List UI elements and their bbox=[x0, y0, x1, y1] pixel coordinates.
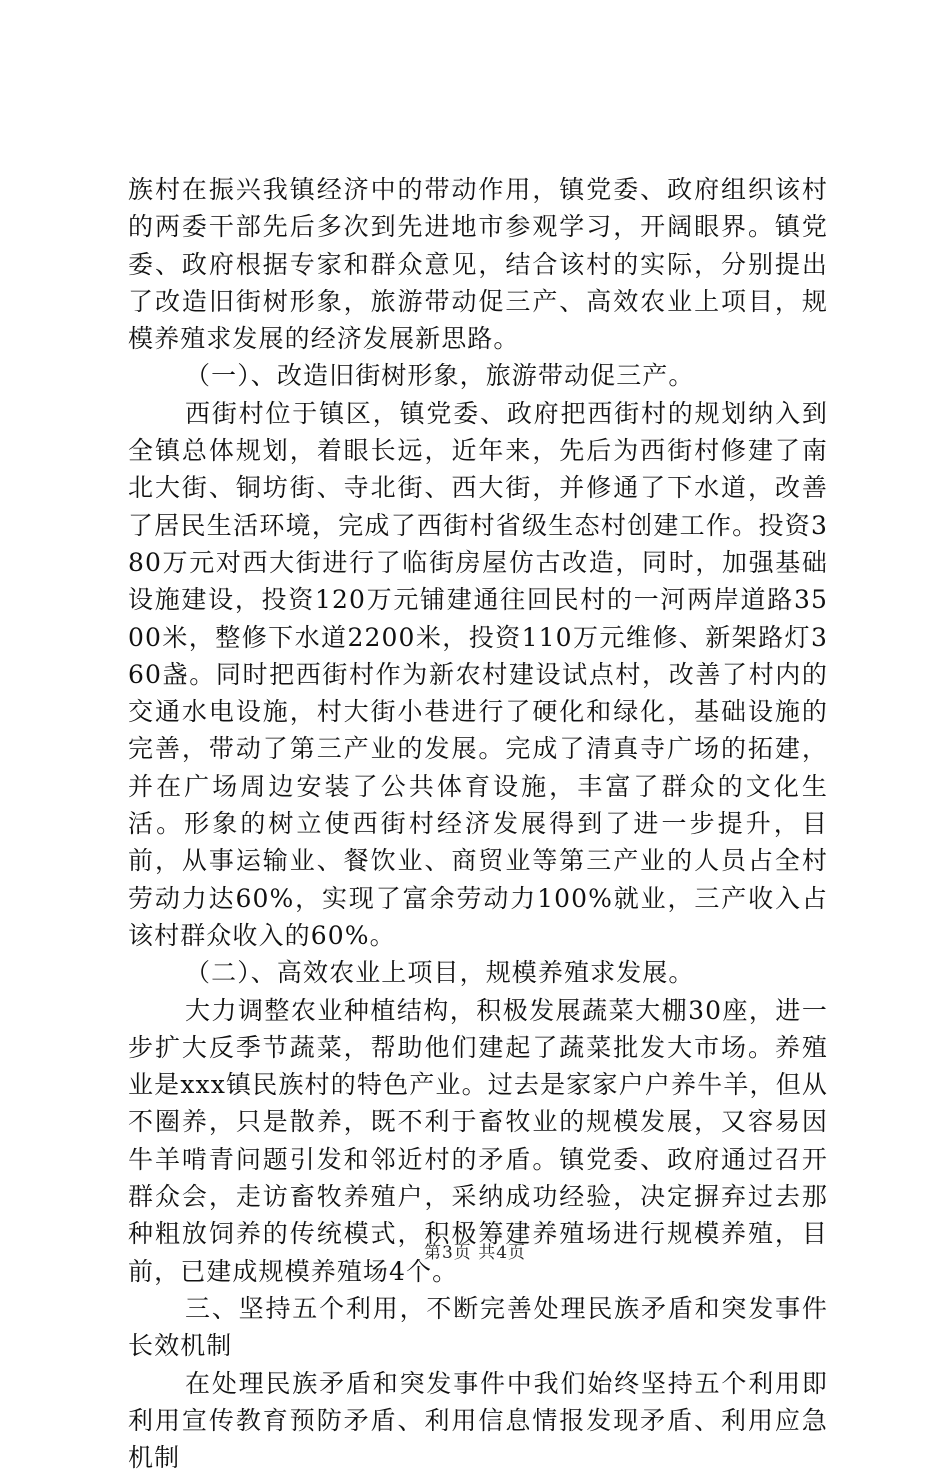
section-heading-3: 三、坚持五个利用，不断完善处理民族矛盾和突发事件长效机制 bbox=[128, 1290, 828, 1365]
paragraph-4: 在处理民族矛盾和突发事件中我们始终坚持五个利用即利用宣传教育预防矛盾、利用信息情报发现矛盾、利用应急机制 bbox=[128, 1365, 828, 1476]
paragraph-3: 大力调整农业种植结构，积极发展蔬菜大棚30座，进一步扩大反季节蔬菜，帮助他们建起了蔬菜批发大市场。养殖业是xxx镇民族村的特色产业。过去是家家户户养牛羊，但从不圈养，只是散养，既不利于畜牧业的规模发展，又容易因牛羊啃青问题引发和邻近村的矛盾。镇党委、政府通过召开群众会，走访畜牧养殖户，采纳成功经验，决定摒弃过去那种粗放饲养的传统模式，积极筹建养殖场进行规模养殖，目前，已建成规模养殖场4个。 bbox=[128, 992, 828, 1290]
section-heading-1: （一）、改造旧街树形象，旅游带动促三产。 bbox=[128, 357, 828, 394]
paragraph-2: 西街村位于镇区，镇党委、政府把西街村的规划纳入到全镇总体规划，着眼长远，近年来，先后为西街村修建了南北大街、铜坊街、寺北街、西大街，并修通了下水道，改善了居民生活环境，完成了西街村省级生态村创建工作。投资380万元对西大街进行了临街房屋仿古改造，同时，加强基础设施建设，投资120万元铺建通往回民村的一河两岸道路3500米，整修下水道2200米，投资110万元维修、新架路灯360盏。同时把西街村作为新农村建设试点村，改善了村内的交通水电设施，村大街小巷进行了硬化和绿化，基础设施的完善，带动了第三产业的发展。完成了清真寺广场的拓建，并在广场周边安装了公共体育设施，丰富了群众的文化生活。形象的树立使西街村经济发展得到了进一步提升，目前，从事运输业、餐饮业、商贸业等第三产业的人员占全村劳动力达60%，实现了富余劳动力100%就业，三产收入占该村群众收入的60%。 bbox=[128, 395, 828, 954]
paragraph-1: 族村在振兴我镇经济中的带动作用，镇党委、政府组织该村的两委干部先后多次到先进地市参观学习，开阔眼界。镇党委、政府根据专家和群众意见，结合该村的实际，分别提出了改造旧街树形象，旅游带动促三产、高效农业上项目，规模养殖求发展的经济发展新思路。 bbox=[128, 171, 828, 357]
page-footer: 第3页 共4页 bbox=[0, 1243, 950, 1263]
section-heading-2: （二）、高效农业上项目，规模养殖求发展。 bbox=[128, 954, 828, 991]
document-body bbox=[128, 171, 828, 1476]
